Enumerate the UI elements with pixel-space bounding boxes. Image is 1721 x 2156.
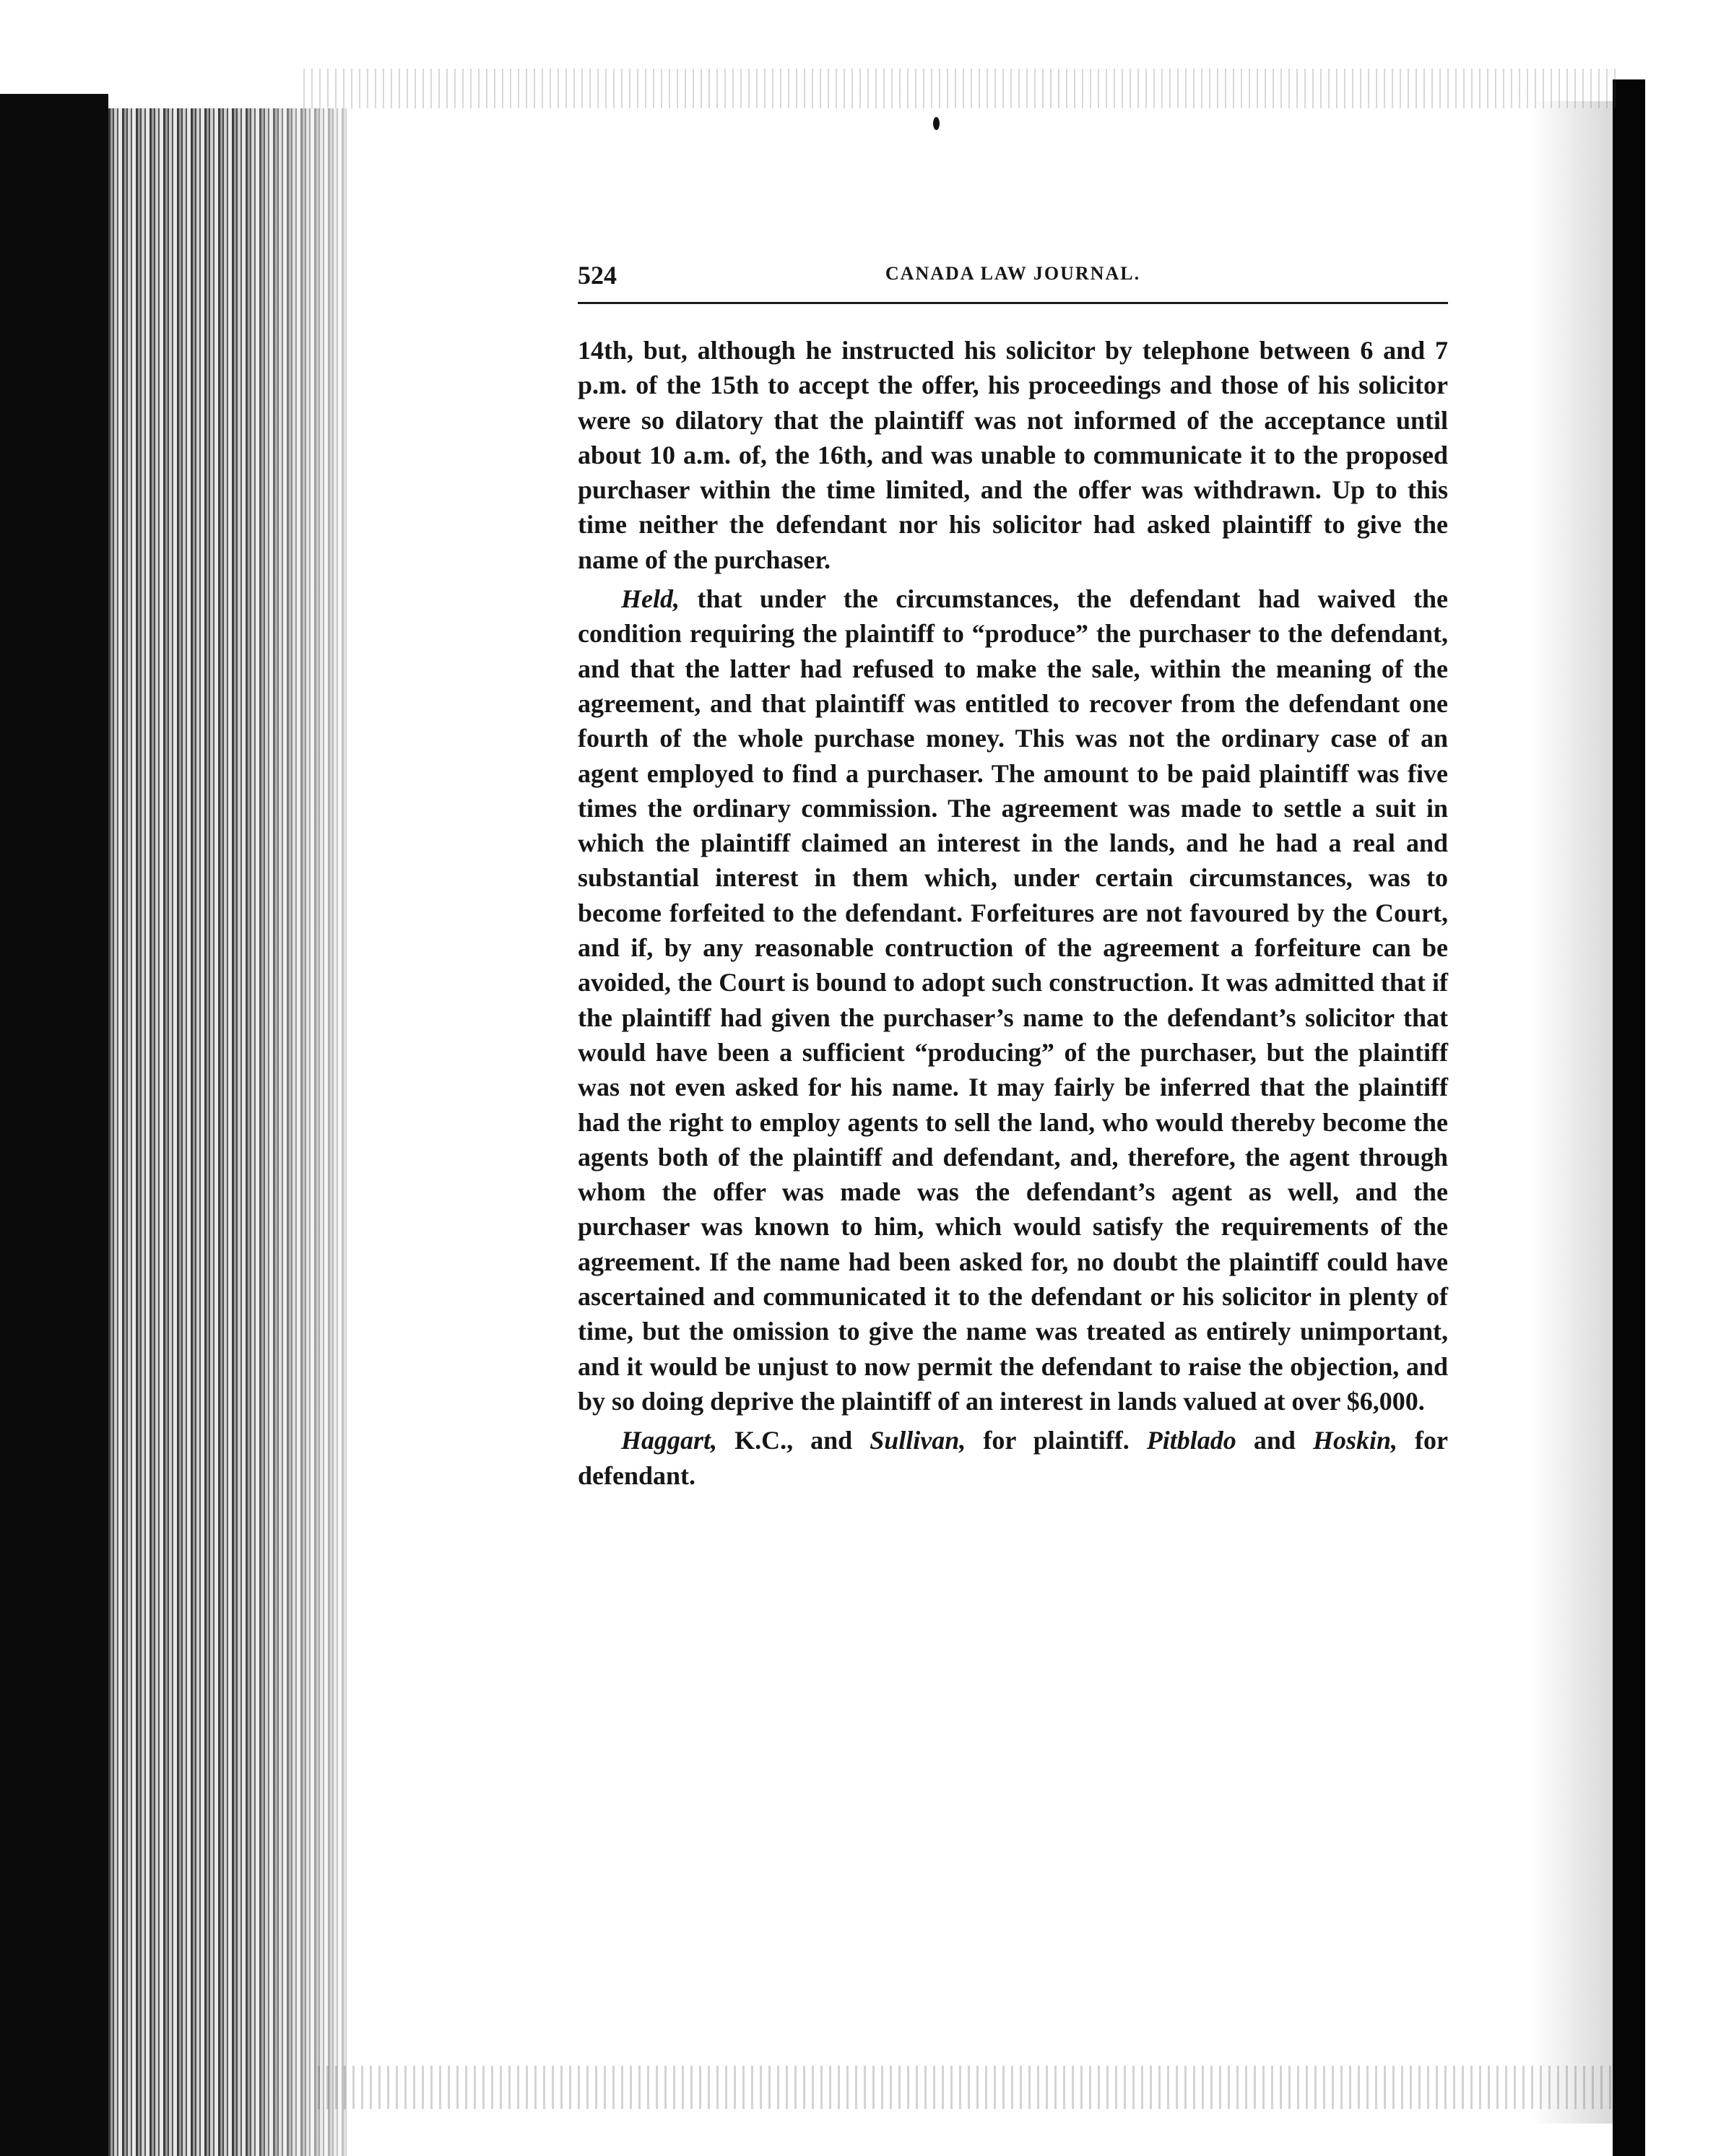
header-rule (578, 302, 1448, 304)
paragraph-facts: 14th, but, although he instructed his solicitor by telephone between 6 and 7 p.m. of the 15th to accept the offer, his proceedings and those of his solicitor were so dilatory that the plaintiff was not informed of the acceptance until about 10 a.m. of, the 16th, and was unable to communicate it to the proposed purchaser within the time limited, and the offer was withdrawn. Up to this time neither the defendant nor his solicitor had asked plaintiff to give the name of the purchaser. (578, 336, 1448, 574)
scan-speck (933, 117, 940, 130)
held-text: that under the circumstances, the defendant had waived the condition requiring the plaintiff to “produce” the purchaser to the defendant, and that the latter had refused to make the sale, within the meaning of the agreement, and that plaintiff was entitled to recover from the defendant one fourth of the whole purchase money. This was not the ordinary case of an agent employed to find a purchaser. The amount to be paid plaintiff was five times the ordinary commission. The agreement was made to settle a suit in which the plaintiff claimed an interest in the lands, and he had a real and substantial interest in them which, under certain circumstances, was to become forfeited to the defendant. Forfeitures are not favoured by the Court, and if, by any reasonable contruction of the agreement a forfeiture can be avoided, the Court is bound to adopt such construction. It was admitted that if the plaintiff had given the purchaser’s name to the defendant’s solicitor that would have been a sufficient “producing” of the purchaser, but the plaintiff was not even asked for his name. It may fairly be inferred that the plaintiff had the right to employ agents to sell the land, who would thereby become the agents both of the plaintiff and defendant, and, therefore, the agent through whom the offer was made was the defendant’s agent as well, and the purchaser was known to him, which would satisfy the requirements of the agreement. If the name had been asked for, no doubt the plaintiff could have ascertained and communicated it to the defendant or his solicitor in plenty of time, but the omission to give the name was treated as entirely unimportant, and it would be unjust to now permit the defendant to raise the objection, and by so doing deprive the plaintiff of an interest in lands valued at over $6,000. (578, 584, 1448, 1416)
book-spine-shadow (0, 94, 108, 2156)
paragraph-held (578, 581, 1448, 1419)
held-label: Held, (621, 584, 680, 614)
running-head (578, 260, 1448, 296)
counsel-text-2: for plaintiff. (966, 1426, 1147, 1455)
page-content (578, 260, 1448, 1493)
counsel-text-1: K.C., and (717, 1426, 870, 1455)
right-edge-shadow (1531, 101, 1613, 2123)
journal-title: CANADA LAW JOURNAL. (885, 263, 1141, 284)
right-border (1613, 79, 1645, 2156)
bottom-scan-noise (318, 2066, 1618, 2109)
counsel-name-haggart: Haggart, (621, 1426, 718, 1455)
counsel-name-hoskin: Hoskin, (1312, 1426, 1397, 1455)
spine-fade (238, 108, 383, 2156)
top-scan-noise (303, 69, 1618, 108)
paragraph-counsel (578, 1423, 1448, 1493)
counsel-name-pitblado: Pitblado (1146, 1426, 1236, 1455)
counsel-name-sullivan: Sullivan, (870, 1426, 966, 1455)
counsel-text-3: and (1236, 1426, 1313, 1455)
page-number: 524 (578, 261, 617, 290)
counsel-text-4: for defendant. (578, 1426, 1449, 1490)
